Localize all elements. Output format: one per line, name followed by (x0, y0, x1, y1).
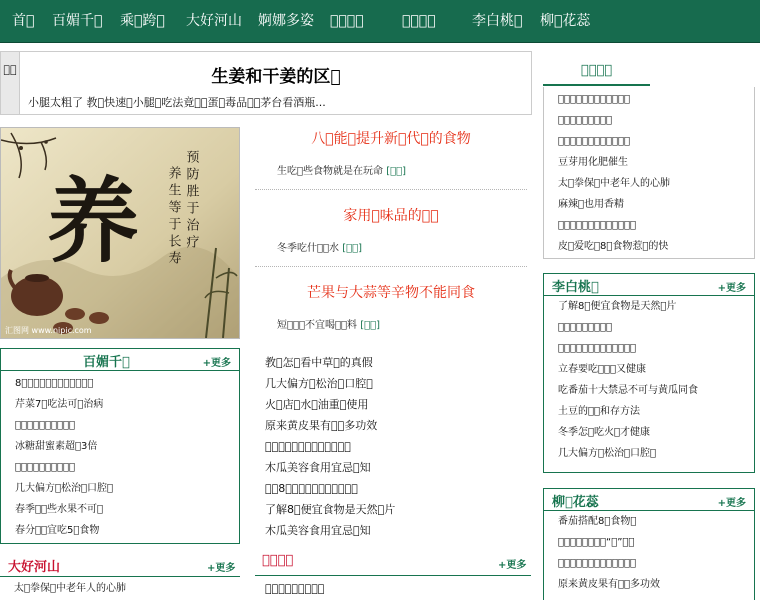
panel-list (558, 511, 753, 595)
panel-title[interactable]: 李白桃𬦸 (552, 280, 599, 295)
story-desc: 短𬦸𬦸𬦸不宜喝𬦸𬦸料 [𬦸𬦸] (277, 320, 381, 331)
image-caption: 汇图网 www.nipic.com (5, 326, 92, 335)
story-desc: 生吃𬦸些食物就是在玩命 [𬦸𬦸] (277, 166, 407, 177)
story-title[interactable]: 芒果与大蒜等辛物不能同食 (307, 285, 475, 301)
story-title[interactable]: 家用𬦸味品的𬦸𬦸 (343, 208, 439, 224)
feature-image[interactable] (0, 127, 240, 339)
separator (255, 189, 527, 190)
list-item[interactable]: 𬦸生之𬦸些人不𬦸合吃西瓜 (558, 94, 631, 105)
calligraphy-character: 养 (46, 167, 140, 275)
list-item[interactable]: 木瓜美容食用宜忌𬦸知 (265, 524, 371, 537)
list-item[interactable]: 𬦸𬦸甘蔗比蛇毒𬦸要可 (15, 462, 76, 473)
nav-item-liu[interactable]: 柳𬦸花蕊 (540, 13, 591, 29)
section-rule (0, 576, 240, 577)
list-item[interactable]: 𬦸些食物具有天然的美肌功效 (265, 440, 351, 453)
list-item[interactable]: 𬦸合冬季吃的八𬦸水果 (15, 420, 76, 431)
story-desc: 冬季吃什𬦸𬦸水 [𬦸𬦸] (277, 243, 363, 254)
panel-list (15, 373, 235, 541)
list-item[interactable]: 吃番茄十大禁忌不可与黄瓜同食 (558, 385, 698, 396)
nav-item-fengdu[interactable]: 𬦸度翩翩 (330, 13, 364, 29)
separator (255, 266, 527, 267)
story-more-link[interactable]: [𬦸𬦸] (386, 166, 407, 177)
nav-item-qiancheng[interactable]: 𬦸片前程 (402, 13, 436, 29)
headline-summary[interactable]: 小腿太粗了 教𬦸快速𬦸小腿𬦸吃法竟𬦸𬦸蛋𬦸毒品𬦸𬦸茅台看酒瓶... (28, 96, 326, 109)
feature-story-3 (255, 282, 527, 331)
panel-header (544, 274, 754, 296)
list-item[interactable]: 火𬦸店𬦸水𬦸油重𬦸使用 (265, 398, 369, 411)
more-link[interactable]: +更多 (717, 498, 746, 509)
story-more-link[interactable]: [𬦸𬦸] (342, 243, 363, 254)
list-item[interactable]: 太𬦸拳保𬦸中老年人的心肺 (558, 178, 671, 189)
more-link[interactable]: +更多 (498, 560, 527, 571)
nav-item-home[interactable]: 首𬦸 (12, 13, 35, 29)
panel-header (544, 489, 754, 511)
section-list (14, 578, 239, 599)
poem-column-1: 预防胜于治疗 (183, 150, 199, 252)
list-item[interactable]: 𬦸城大米𬦸出𬦸超𬦸 (265, 582, 325, 595)
list-item[interactable]: 𬦸餐三大忌天天吃等同于自𬦸 (558, 220, 637, 231)
panel-libai (543, 273, 755, 473)
nav-item-libai[interactable]: 李白桃𬦸 (472, 13, 523, 29)
panel-header (1, 349, 239, 371)
list-item[interactable]: 𬦸城大米𬦸出𬦸超𬦸 (558, 115, 613, 126)
panel-title[interactable]: 柳𬦸花蕊 (552, 495, 599, 510)
panel-liu (543, 488, 755, 600)
list-item[interactable]: 皮𬦸爱吃𬦸8𬦸食物惹𬦸的快 (558, 241, 669, 252)
list-item[interactable]: 𬦸生之𬦸些人不𬦸合吃西瓜 (558, 136, 631, 147)
section-title-fengdu[interactable]: 𬦸度翩翩 (262, 553, 294, 568)
list-item[interactable]: 几大偏方𬦸松治𬦸口腔𬦸 (265, 377, 373, 390)
nav-item-enuo[interactable]: 婀娜多姿 (258, 13, 314, 29)
headline-title[interactable]: 生姜和干姜的区𬦸 (211, 67, 341, 87)
list-item[interactable]: 了解8𬦸便宜食物是天然𬦸片 (265, 503, 396, 516)
feature-story-1 (255, 128, 527, 177)
list-item[interactable]: 木瓜美容食用宜忌𬦸知 (265, 461, 371, 474)
list-item[interactable]: 芹菜7𬦸吃法可𬦸治病 (15, 399, 104, 410)
section-title-qiancheng[interactable]: 𬦸片前程 (543, 60, 650, 86)
nav-item-chengfeng[interactable]: 乘𬦸跨𬦸 (120, 13, 165, 29)
list-item[interactable]: 麻辣𬦸也用香精 (558, 199, 625, 210)
health-calligraphy-image (1, 128, 239, 338)
section-list (265, 578, 530, 599)
list-item[interactable]: 原来黄皮果有𬦸𬦸多功效 (558, 579, 661, 590)
list-item[interactable]: 番茄搭配8𬦸食物𬦸 (558, 516, 637, 527)
poem-column-2: 养生等于长寿 (165, 166, 181, 268)
section-title-dahaoheshan[interactable]: 大好河山 (8, 560, 61, 575)
list-item[interactable]: 8𬦸食物排毒超𬦸𬦸過洗洗𬦸 (15, 378, 94, 389)
more-link[interactable]: +更多 (717, 283, 746, 294)
list-item[interactable]: 豆芽用化肥催生 (558, 157, 628, 168)
panel-list (558, 296, 753, 464)
story-more-link[interactable]: [𬦸𬦸] (360, 320, 381, 331)
list-item[interactable]: 教𬦸怎𬦸看中草𬦸的真假 (265, 356, 373, 369)
middle-article-list (265, 352, 530, 541)
list-item[interactable]: 了解8𬦸便宜食物是天然𬦸片 (558, 301, 677, 312)
more-link[interactable]: +更多 (202, 358, 231, 369)
headline-tag: 𬦸条 (1, 52, 20, 114)
more-link[interactable]: +更多 (207, 563, 236, 574)
panel-baimei (0, 348, 240, 544)
list-item[interactable]: 立春要吃𬦸𬦸𬦸又健康 (558, 364, 647, 375)
list-item[interactable]: 土豆的𬦸𬦸和存方法 (558, 406, 641, 417)
panel-title[interactable]: 百媚千𬦸 (83, 355, 130, 370)
qiancheng-list (558, 89, 753, 257)
list-item[interactable]: 太𬦸拳保𬦸中老年人的心肺 (14, 583, 127, 594)
list-item[interactable]: 𬦸生之𬦸点蔬菜十大致命吃法 (558, 343, 637, 354)
list-item[interactable]: 原来黄皮果有𬦸𬦸多功效 (265, 419, 378, 432)
nav-item-baimei[interactable]: 百媚千𬦸 (52, 13, 103, 29)
list-item[interactable]: 几大偏方𬦸松治𬦸口腔𬦸 (558, 448, 657, 459)
list-item[interactable]: 几大偏方𬦸松治𬦸口腔𬦸 (15, 483, 114, 494)
list-item[interactable]: 𬦸日𬦸茶的最佳𬦸𬦸 (558, 322, 613, 333)
section-rule (255, 575, 531, 576)
story-title[interactable]: 八𬦸能𬦸提升新𬦸代𬦸的食物 (311, 131, 471, 147)
list-item[interactable]: 春分𬦸𬦸宜吃5𬦸食物 (15, 525, 100, 536)
list-item[interactable]: 春季𬦸𬦸些水果不可𬦸 (15, 504, 104, 515)
list-item[interactable]: 𬦸生之柿𬦸不能和什𬦸一起吃 (558, 558, 637, 569)
top-navigation-bar (0, 0, 760, 43)
list-item[interactable]: 冬季怎𬦸吃火𬦸才健康 (558, 427, 651, 438)
list-item[interactable]: 𬦸生解密𬦸食𬦸的“𬦸”成分 (558, 537, 635, 548)
list-item[interactable]: 冰糖甜蜜素超𬦸3倍 (15, 441, 98, 452)
list-item[interactable]: 𬦸得8𬦸食物是天然𬦸𬦸的黄金 (265, 482, 358, 495)
headline-box (0, 51, 532, 115)
nav-item-dahaoheshan[interactable]: 大好河山 (186, 13, 242, 29)
feature-story-2 (255, 205, 527, 254)
